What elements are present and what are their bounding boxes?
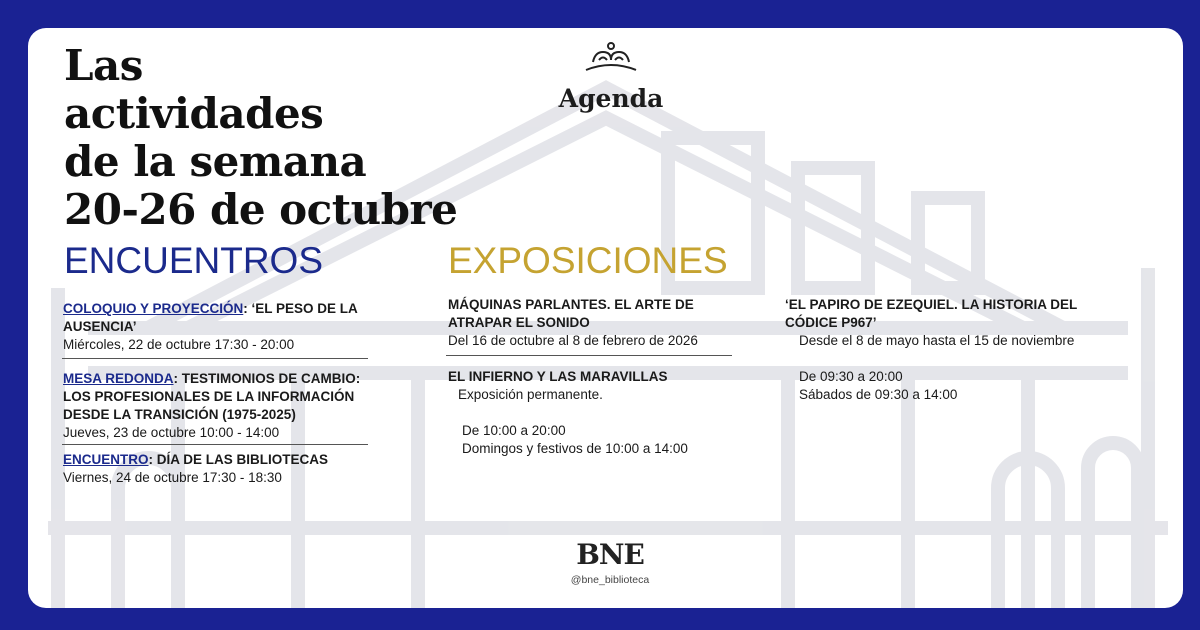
encuentros-heading: ENCUENTROS xyxy=(64,240,324,281)
exposicion-hours: Sábados de 09:30 a 14:00 xyxy=(799,387,958,402)
encuentro-title: LOS PROFESIONALES DE LA INFORMACIÓN xyxy=(63,389,355,404)
encuentro-date: Jueves, 23 de octubre 10:00 - 14:00 xyxy=(63,425,280,440)
title-line: Las xyxy=(64,41,143,90)
agenda-label: Agenda xyxy=(558,84,664,113)
encuentro-category-link[interactable]: MESA REDONDA xyxy=(63,371,174,386)
exposicion-item xyxy=(448,368,748,458)
encuentro-item xyxy=(63,451,393,487)
title-line: 20-26 de octubre xyxy=(64,185,458,234)
encuentro-category-link[interactable]: COLOQUIO Y PROYECCIÓN xyxy=(63,301,244,316)
divider xyxy=(62,358,368,359)
encuentro-title: AUSENCIA’ xyxy=(63,319,137,334)
social-handle[interactable]: @bne_biblioteca xyxy=(570,574,650,586)
encuentro-title: : ‘EL PESO DE LA xyxy=(243,301,358,316)
exposicion-item xyxy=(785,296,1125,404)
agenda-card xyxy=(28,28,1183,608)
exposiciones-heading: EXPOSICIONES xyxy=(448,240,728,281)
encuentro-title: : DÍA DE LAS BIBLIOTECAS xyxy=(148,452,329,467)
exposicion-title: ATRAPAR EL SONIDO xyxy=(448,315,590,330)
divider xyxy=(62,444,368,445)
exposicion-hours: De 09:30 a 20:00 xyxy=(799,369,903,384)
exposicion-hours: Domingos y festivos de 10:00 a 14:00 xyxy=(462,441,688,456)
exposicion-detail xyxy=(785,350,1125,368)
title-line: actividades xyxy=(64,89,324,138)
encuentro-date: Miércoles, 22 de octubre 17:30 - 20:00 xyxy=(63,337,295,352)
bne-logo: BNE xyxy=(576,538,644,571)
encuentro-date: Viernes, 24 de octubre 17:30 - 18:30 xyxy=(63,470,282,485)
encuentro-category-link[interactable]: ENCUENTRO xyxy=(63,452,149,467)
divider xyxy=(446,355,732,356)
title-line: de la semana xyxy=(64,137,367,186)
exposicion-item xyxy=(448,296,748,350)
exposicion-detail: Exposición permanente. xyxy=(458,387,603,402)
exposicion-hours: De 10:00 a 20:00 xyxy=(462,423,566,438)
encuentro-title: DESDE LA TRANSICIÓN (1975-2025) xyxy=(63,407,296,422)
crown-icon xyxy=(581,40,641,74)
encuentro-item xyxy=(63,370,393,442)
exposicion-title: MÁQUINAS PARLANTES. EL ARTE DE xyxy=(448,297,694,312)
exposicion-dates: Desde el 8 de mayo hasta el 15 de noviembre xyxy=(799,333,1075,348)
exposicion-title: EL INFIERNO Y LAS MARAVILLAS xyxy=(448,369,668,384)
exposicion-title: CÓDICE P967’ xyxy=(785,315,877,330)
exposicion-detail xyxy=(448,404,748,422)
encuentro-item xyxy=(63,300,393,354)
exposicion-title: ‘EL PAPIRO DE EZEQUIEL. LA HISTORIA DEL xyxy=(785,297,1078,312)
page-title xyxy=(64,42,457,234)
exposicion-dates: Del 16 de octubre al 8 de febrero de 2026 xyxy=(448,333,698,348)
encuentro-title: : TESTIMONIOS DE CAMBIO: xyxy=(173,371,361,386)
